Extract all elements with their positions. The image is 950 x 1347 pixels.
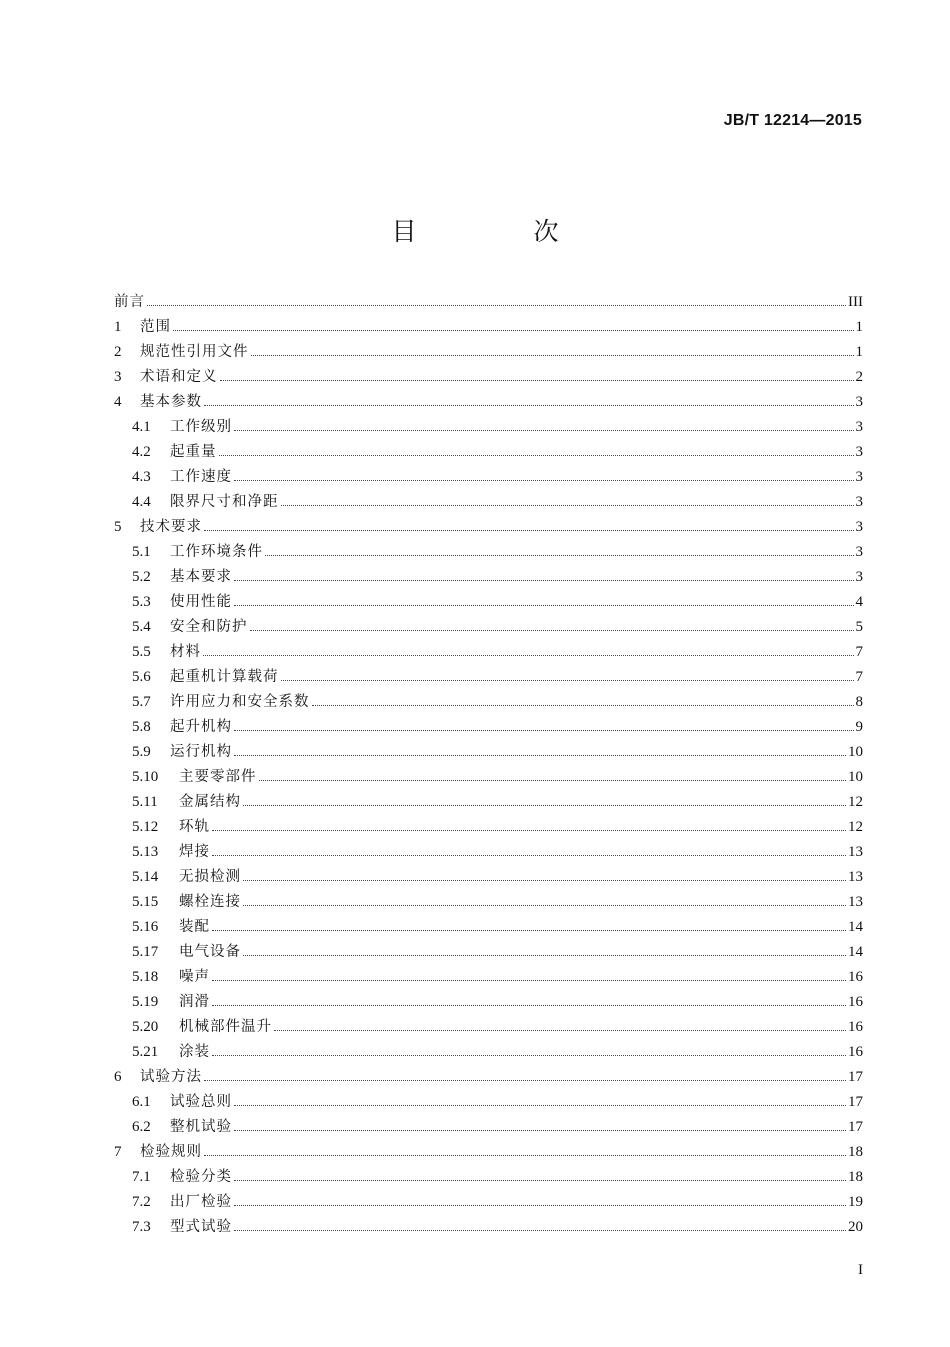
toc-entry-label: 整机试验 [170,1119,232,1135]
toc-entry-label: 试验方法 [140,1069,202,1085]
toc-entry[interactable] [114,1015,863,1040]
toc-entry-page: 14 [848,919,863,935]
toc-entry[interactable] [114,915,863,940]
toc-entry-page: 14 [848,944,863,960]
toc-entry-label: 检验规则 [140,1144,202,1160]
toc-dot-leader [212,855,846,856]
toc-entry-page: 16 [848,969,863,985]
toc-entry-number: 3 [114,369,122,385]
toc-entry-label: 润滑 [179,994,210,1010]
toc-dot-leader [312,705,854,706]
toc-entry-page: 7 [855,644,863,660]
toc-entry-page: 1 [855,344,863,360]
toc-entry[interactable] [114,340,863,365]
toc-entry[interactable] [114,890,863,915]
toc-entry-label: 工作级别 [170,419,232,435]
toc-entry-label: 出厂检验 [170,1194,232,1210]
toc-entry-label: 许用应力和安全系数 [170,694,310,710]
toc-dot-leader [234,755,846,756]
toc-dot-leader [250,630,854,631]
toc-dot-leader [219,455,854,456]
toc-entry-page: 3 [855,394,863,410]
toc-dot-leader [265,555,854,556]
toc-entry[interactable] [114,615,863,640]
toc-dot-leader [204,1155,846,1156]
toc-entry-page: 3 [855,544,863,560]
toc-entry-page: 8 [855,694,863,710]
toc-entry[interactable] [114,740,863,765]
toc-entry-label: 工作环境条件 [170,544,263,560]
toc-entry-page: 3 [855,569,863,585]
toc-entry[interactable] [114,365,863,390]
toc-dot-leader [234,1205,846,1206]
toc-dot-leader [243,905,846,906]
toc-entry-label: 试验总则 [170,1094,232,1110]
toc-entry-number: 5.19 [132,994,159,1010]
toc-entry[interactable] [114,940,863,965]
toc-entry-page: 17 [848,1069,863,1085]
toc-entry-label: 焊接 [179,844,210,860]
toc-entry[interactable] [114,590,863,615]
toc-entry[interactable] [114,815,863,840]
toc-entry[interactable] [114,790,863,815]
toc-entry-number: 5.15 [132,894,159,910]
toc-entry-number: 6 [114,1069,122,1085]
toc-entry-number: 5.3 [132,594,151,610]
toc-entry[interactable] [114,465,863,490]
toc-entry-number: 7 [114,1144,122,1160]
toc-dot-leader [259,780,847,781]
toc-entry-label: 涂装 [179,1044,210,1060]
toc-entry-page: 18 [848,1169,863,1185]
toc-entry-number: 5.2 [132,569,151,585]
toc-entry-page: 18 [848,1144,863,1160]
toc-entry[interactable] [114,415,863,440]
toc-entry[interactable] [114,965,863,990]
toc-entry[interactable] [114,440,863,465]
toc-entry-number: 5.5 [132,644,151,660]
toc-entry[interactable] [114,315,863,340]
toc-entry[interactable] [114,1090,863,1115]
toc-entry-page: 20 [848,1219,863,1235]
toc-dot-leader [234,580,854,581]
toc-entry-label: 起重机计算载荷 [170,669,279,685]
toc-entry-label: 电气设备 [179,944,241,960]
toc-entry-number: 5.9 [132,744,151,760]
toc-dot-leader [281,505,854,506]
toc-entry-number: 5.20 [132,1019,159,1035]
toc-entry-label: 主要零部件 [179,769,257,785]
toc-entry[interactable] [114,640,863,665]
toc-entry[interactable] [114,390,863,415]
page-title: 目 次 [391,217,605,246]
toc-entry-page: 13 [848,869,863,885]
toc-dot-leader [234,730,854,731]
toc-entry-label: 噪声 [179,969,210,985]
toc-entry-number: 4 [114,394,122,410]
toc-dot-leader [234,1230,846,1231]
toc-entry-label: 范围 [140,319,171,335]
toc-entry-page: 16 [848,994,863,1010]
toc-entry-page: 19 [848,1194,863,1210]
toc-dot-leader [234,1180,846,1181]
toc-dot-leader [234,480,854,481]
toc-entry-number: 4.1 [132,419,151,435]
toc-entry-number: 6.1 [132,1094,151,1110]
toc-entry[interactable] [114,840,863,865]
toc-entry-label: 术语和定义 [140,369,218,385]
toc-entry-page: 16 [848,1019,863,1035]
toc-entry-label: 使用性能 [170,594,232,610]
toc-entry-page: 13 [848,844,863,860]
toc-dot-leader [234,1105,846,1106]
toc-entry-number: 5.11 [132,794,158,810]
toc-dot-leader [204,1080,846,1081]
toc-entry-page: 3 [855,469,863,485]
toc-entry-label: 限界尺寸和净距 [170,494,279,510]
toc-dot-leader [212,980,846,981]
toc-entry-number: 5.21 [132,1044,159,1060]
toc-entry[interactable] [114,565,863,590]
toc-dot-leader [281,680,854,681]
toc-entry-number: 5.7 [132,694,151,710]
toc-dot-leader [220,380,854,381]
toc-entry-label: 无损检测 [179,869,241,885]
toc-entry[interactable] [114,765,863,790]
toc-entry-label: 螺栓连接 [179,894,241,910]
toc-entry-page: 16 [848,1044,863,1060]
toc-entry-page: 7 [855,669,863,685]
toc-entry[interactable] [114,1165,863,1190]
toc-entry[interactable] [114,1065,863,1090]
toc-dot-leader [274,1030,846,1031]
toc-entry-number: 5.12 [132,819,159,835]
toc-entry-number: 1 [114,319,122,335]
toc-entry-number: 5.16 [132,919,159,935]
toc-entry[interactable] [114,1115,863,1140]
page-number: I [858,1262,863,1278]
toc-entry-page: 3 [855,419,863,435]
toc-entry-page: 13 [848,894,863,910]
toc-entry-page: 10 [848,744,863,760]
toc-entry-page: 1 [855,319,863,335]
toc-entry-label: 金属结构 [179,794,241,810]
toc-entry-label: 安全和防护 [170,619,248,635]
toc-entry-page: 4 [855,594,863,610]
toc-dot-leader [212,930,846,931]
toc-entry-page: 3 [855,444,863,460]
toc-entry-label: 起重量 [170,444,217,460]
table-of-contents [114,290,863,1240]
toc-dot-leader [243,955,846,956]
toc-dot-leader [212,830,846,831]
toc-entry-number: 7.3 [132,1219,151,1235]
toc-dot-leader [203,655,854,656]
toc-entry-label: 基本参数 [140,394,202,410]
toc-entry-label: 机械部件温升 [179,1019,272,1035]
toc-dot-leader [204,530,854,531]
toc-entry[interactable] [114,540,863,565]
toc-entry-number: 6.2 [132,1119,151,1135]
toc-entry-page: 5 [855,619,863,635]
toc-entry-number: 5.14 [132,869,159,885]
toc-entry-page: 17 [848,1119,863,1135]
toc-entry-number: 5.10 [132,769,159,785]
toc-entry-number: 4.4 [132,494,151,510]
toc-entry[interactable] [114,690,863,715]
toc-entry-number: 2 [114,344,122,360]
toc-entry[interactable] [114,865,863,890]
toc-entry-number: 5.18 [132,969,159,985]
toc-entry-label: 检验分类 [170,1169,232,1185]
toc-entry[interactable] [114,1215,863,1240]
toc-entry-page: 9 [855,719,863,735]
toc-dot-leader [234,605,854,606]
toc-entry-number: 7.2 [132,1194,151,1210]
toc-dot-leader [243,805,846,806]
toc-dot-leader [212,1005,846,1006]
toc-dot-leader [212,1055,846,1056]
toc-dot-leader [243,880,846,881]
toc-entry[interactable] [114,1040,863,1065]
toc-entry-label: 基本要求 [170,569,232,585]
toc-entry-number: 5.17 [132,944,159,960]
toc-entry[interactable] [114,1140,863,1165]
toc-dot-leader [234,1130,846,1131]
toc-entry[interactable] [114,490,863,515]
toc-entry-number: 5.8 [132,719,151,735]
toc-entry[interactable] [114,665,863,690]
toc-entry-label: 材料 [170,644,201,660]
toc-dot-leader [147,305,846,306]
toc-entry-number: 5.13 [132,844,159,860]
toc-entry-page: 3 [855,494,863,510]
toc-entry-page: 10 [848,769,863,785]
toc-entry-number: 7.1 [132,1169,151,1185]
toc-entry-label: 技术要求 [140,519,202,535]
toc-entry-number: 5.6 [132,669,151,685]
toc-entry-page: 12 [848,819,863,835]
toc-entry-label: 规范性引用文件 [140,344,249,360]
toc-entry-label: 装配 [179,919,210,935]
toc-entry-page: 2 [855,369,863,385]
toc-entry-number: 5 [114,519,122,535]
document-code: JB/T 12214—2015 [723,112,862,129]
toc-entry-page: 17 [848,1094,863,1110]
toc-entry[interactable] [114,990,863,1015]
toc-dot-leader [204,405,854,406]
toc-entry-label: 前言 [114,294,145,310]
toc-entry-page: 3 [855,519,863,535]
toc-entry[interactable] [114,515,863,540]
toc-entry-label: 环轨 [179,819,210,835]
toc-entry-label: 型式试验 [170,1219,232,1235]
toc-entry[interactable] [114,290,863,315]
toc-dot-leader [251,355,854,356]
toc-entry-number: 5.4 [132,619,151,635]
toc-entry[interactable] [114,715,863,740]
toc-entry-number: 4.3 [132,469,151,485]
toc-dot-leader [234,430,854,431]
toc-entry-label: 起升机构 [170,719,232,735]
toc-entry-label: 工作速度 [170,469,232,485]
toc-entry-page: III [848,294,863,310]
toc-dot-leader [173,330,854,331]
toc-entry-page: 12 [848,794,863,810]
toc-entry-number: 4.2 [132,444,151,460]
toc-entry-label: 运行机构 [170,744,232,760]
toc-entry-number: 5.1 [132,544,151,560]
toc-entry[interactable] [114,1190,863,1215]
